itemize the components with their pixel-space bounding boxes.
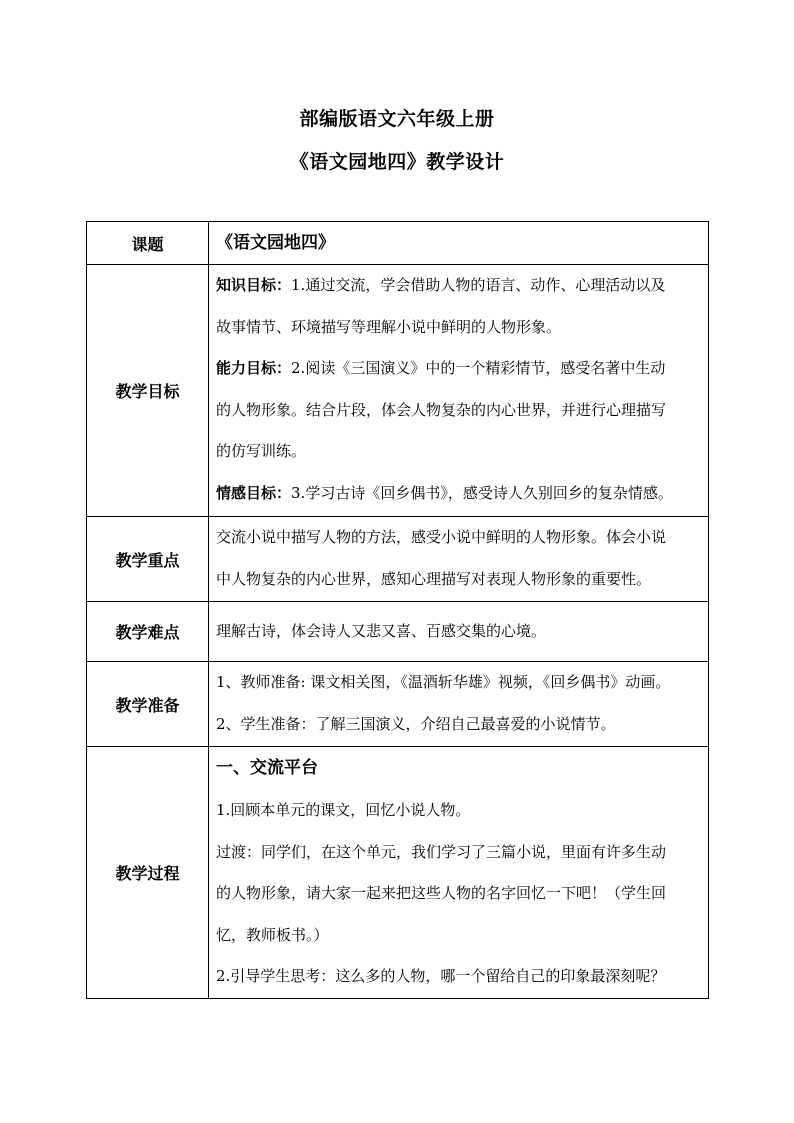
- knowledge-goal-text-2: 故事情节、环境描写等理解小说中鲜明的人物形象。: [216, 317, 562, 336]
- emotion-goal-label: 情感目标：: [216, 483, 292, 502]
- table-row-topic: [87, 222, 709, 265]
- emotion-goal-text-1: 3.学习古诗《回乡偶书》，感受诗人久别回乡的复杂情感。: [291, 483, 673, 502]
- table-row-goals: [87, 265, 709, 517]
- ability-goal-text-2: 的人物形象。结合片段，体会人物复杂的内心世界，并进行心理描写: [216, 400, 667, 419]
- row-label-key-points: 教学重点: [87, 517, 209, 602]
- difficulties-text-1: 理解古诗，体会诗人又悲又喜、百感交集的心境。: [216, 621, 547, 640]
- preparation-text-1: 1、教师准备: 课文相关图，《温酒斩华雄》视频，《回乡偶书》动画。: [216, 673, 671, 691]
- row-label-difficulties: 教学难点: [87, 602, 209, 662]
- row-label-preparation: 教学准备: [87, 662, 209, 747]
- key-points-text-2: 中人物复杂的内心世界，感知心理描写对表现人物形象的重要性。: [216, 569, 652, 588]
- row-label-topic: 课题: [87, 222, 209, 265]
- topic-value: 《语文园地四》: [216, 233, 335, 253]
- table-row-difficulties: [87, 602, 709, 662]
- process-text-4: 忆，教师板书。）: [216, 925, 329, 944]
- knowledge-goal-line: [216, 265, 702, 307]
- process-cell: [209, 747, 709, 999]
- process-text-1: 1.回顾本单元的课文，回忆小说人物。: [216, 801, 471, 819]
- document-title: 部编版语文六年级上册: [299, 108, 495, 130]
- preparation-text-2: 2、学生准备：了解三国演义，介绍自己最喜爱的小说情节。: [216, 714, 616, 733]
- emotion-goal-line: [216, 473, 702, 515]
- ability-goal-text-3: 的仿写训练。: [216, 442, 307, 460]
- process-section-heading: 一、交流平台: [216, 758, 318, 778]
- ability-goal-text-1: 2.阅读《三国演义》中的一个精彩情节，感受名著中生动: [291, 359, 666, 377]
- difficulties-cell: [209, 602, 709, 662]
- row-label-goals: 教学目标: [87, 265, 209, 517]
- key-points-cell: [209, 517, 709, 602]
- lesson-plan-table: [86, 221, 709, 999]
- table-row-key-points: [87, 517, 709, 602]
- topic-value-cell: [209, 222, 709, 265]
- knowledge-goal-text-1: 1.通过交流，学会借助人物的语言、动作、心理活动以及: [291, 276, 666, 294]
- process-text-5: 2.引导学生思考：这么多的人物，哪一个留给自己的印象最深刻呢？: [216, 967, 666, 985]
- table-row-process: [87, 747, 709, 999]
- ability-goal-label: 能力目标：: [216, 359, 292, 377]
- preparation-cell: [209, 662, 709, 747]
- process-text-3: 的人物形象，请大家一起来把这些人物的名字回忆一下吧！（学生回: [216, 884, 667, 902]
- table-row-preparation: [87, 662, 709, 747]
- row-label-process: 教学过程: [87, 747, 209, 999]
- key-points-text-1: 交流小说中描写人物的方法，感受小说中鲜明的人物形象。体会小说: [216, 528, 667, 546]
- ability-goal-line: [216, 348, 702, 390]
- knowledge-goal-label: 知识目标：: [216, 276, 292, 294]
- process-text-2: 过渡：同学们，在这个单元，我们学习了三篇小说，里面有许多生动: [216, 842, 667, 861]
- document-subtitle: 《语文园地四》教学设计: [289, 151, 505, 173]
- goals-cell: [209, 265, 709, 517]
